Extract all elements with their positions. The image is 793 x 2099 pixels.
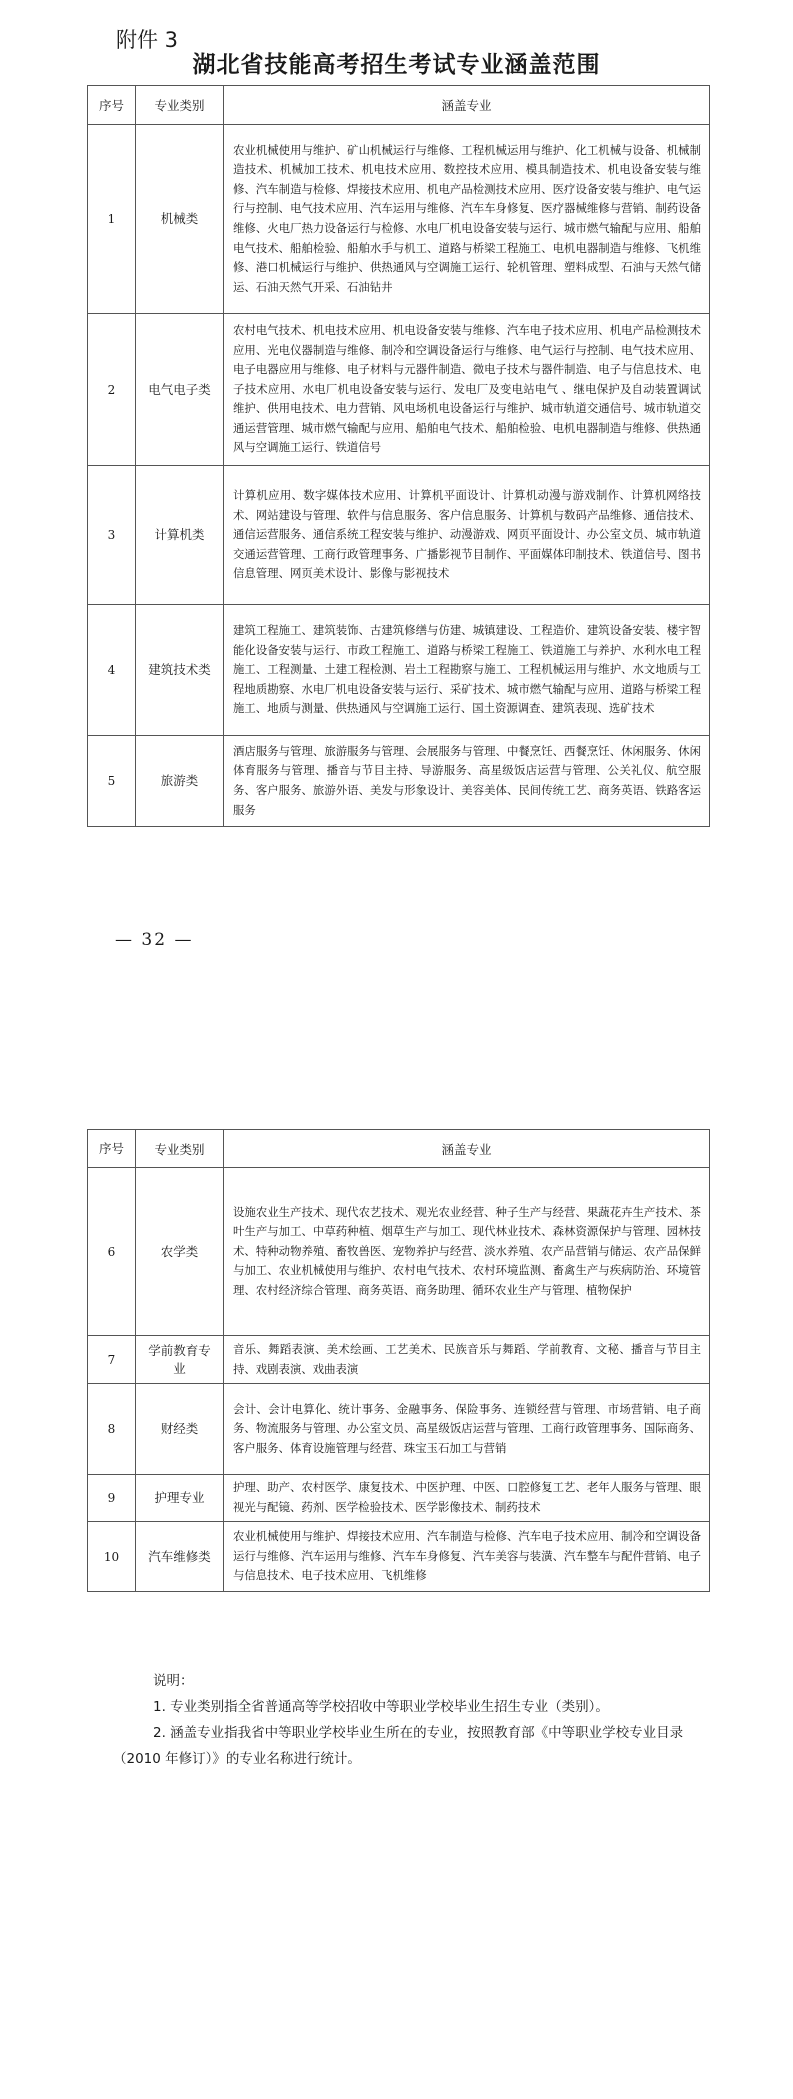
row-category: 机械类 — [136, 125, 224, 314]
row-majors: 音乐、舞蹈表演、美术绘画、工艺美术、民族音乐与舞蹈、学前教育、文秘、播音与节目主持、戏剧表演、戏曲表演 — [224, 1336, 710, 1384]
row-seq: 10 — [88, 1522, 136, 1592]
row-category: 计算机类 — [136, 466, 224, 605]
header-seq: 序号 — [88, 86, 136, 125]
row-majors: 农业机械使用与维护、焊接技术应用、汽车制造与检修、汽车电子技术应用、制冷和空调设备运行与维修、汽车运用与维修、汽车车身修复、汽车美容与装潢、汽车整车与配件营销、电子与信息技术、电子技术应用、飞机维修 — [224, 1522, 710, 1592]
header-category: 专业类别 — [136, 1130, 224, 1168]
row-category: 汽车维修类 — [136, 1522, 224, 1592]
row-category: 电气电子类 — [136, 314, 224, 466]
row-majors: 护理、助产、农村医学、康复技术、中医护理、中医、口腔修复工艺、老年人服务与管理、眼视光与配镜、药剂、医学检验技术、医学影像技术、制药技术 — [224, 1475, 710, 1522]
notes-section — [113, 1668, 713, 1772]
table-row — [88, 1475, 710, 1522]
table-row — [88, 1336, 710, 1384]
header-category: 专业类别 — [136, 86, 224, 125]
row-seq: 7 — [88, 1336, 136, 1384]
row-majors: 计算机应用、数字媒体技术应用、计算机平面设计、计算机动漫与游戏制作、计算机网络技术、网站建设与管理、软件与信息服务、客户信息服务、计算机与数码产品维修、通信技术、通信运营服务、通信系统工程安装与维护、动漫游戏、网页平面设计、办公室文员、城市轨道交通运营管理、工商行政管理事务、广播影视节目制作、平面媒体印制技术、铁道信号、图书信息管理、网页美术设计、影像与影视技术 — [224, 466, 710, 605]
row-majors: 酒店服务与管理、旅游服务与管理、会展服务与管理、中餐烹饪、西餐烹饪、休闲服务、休闲体育服务与管理、播音与节目主持、导游服务、高星级饭店运营与管理、公关礼仪、航空服务、客户服务、旅游外语、美发与形象设计、美容美体、民间传统工艺、商务英语、铁路客运服务 — [224, 736, 710, 827]
header-majors: 涵盖专业 — [224, 1130, 710, 1168]
table-row — [88, 314, 710, 466]
row-category: 护理专业 — [136, 1475, 224, 1522]
table-row — [88, 125, 710, 314]
row-seq: 1 — [88, 125, 136, 314]
page-number: — 32 — — [115, 930, 194, 950]
row-majors: 建筑工程施工、建筑装饰、古建筑修缮与仿建、城镇建设、工程造价、建筑设备安装、楼宇智能化设备安装与运行、市政工程施工、道路与桥梁工程施工、铁道施工与养护、水利水电工程施工、工程测量、土建工程检测、岩土工程勘察与施工、工程机械运用与维护、水文地质与工程地质勘察、水电厂机电设备安装与运行、采矿技术、城市燃气输配与应用、道路与桥梁工程施工、地质与测量、供热通风与空调施工运行、国土资源调查、建筑表现、选矿技术 — [224, 605, 710, 736]
row-majors: 设施农业生产技术、现代农艺技术、观光农业经营、种子生产与经营、果蔬花卉生产技术、茶叶生产与加工、中草药种植、烟草生产与加工、现代林业技术、森林资源保护与管理、园林技术、特种动物养殖、畜牧兽医、宠物养护与经营、淡水养殖、农产品营销与储运、农产品保鲜与加工、农业机械使用与维护、农村电气技术、农村环境监测、畜禽生产与疾病防治、环境管理、农村经济综合管理、商务英语、商务助理、循环农业生产与管理、植物保护 — [224, 1168, 710, 1336]
row-category: 建筑技术类 — [136, 605, 224, 736]
row-seq: 9 — [88, 1475, 136, 1522]
attachment-label: 附件 3 — [116, 28, 179, 52]
note-item-2: 2. 涵盖专业指我省中等职业学校毕业生所在的专业，按照教育部《中等职业学校专业目录（2010 年修订）》的专业名称进行统计。 — [113, 1725, 684, 1767]
row-category: 财经类 — [136, 1384, 224, 1475]
table-row — [88, 1522, 710, 1592]
majors-table-page-2 — [87, 1129, 710, 1592]
row-majors: 会计、会计电算化、统计事务、金融事务、保险事务、连锁经营与管理、市场营销、电子商务、物流服务与管理、办公室文员、高星级饭店运营与管理、工商行政管理事务、国际商务、客户服务、体育设施管理与经营、珠宝玉石加工与营销 — [224, 1384, 710, 1475]
notes-heading: 说明： — [153, 1673, 194, 1689]
row-category: 农学类 — [136, 1168, 224, 1336]
row-majors: 农业机械使用与维护、矿山机械运行与维修、工程机械运用与维护、化工机械与设备、机械制造技术、机械加工技术、机电技术应用、数控技术应用、模具制造技术、机电设备安装与维修、汽车制造与检修、焊接技术应用、机电产品检测技术应用、医疗设备安装与维护、电气运行与控制、电气技术应用、汽车运用与维修、汽车车身修复、医疗器械维修与营销、制药设备维修、火电厂热力设备运行与检修、水电厂机电设备安装与运行、城市燃气输配与应用、船舶电气技术、船舶检验、船舶水手与机工、道路与桥梁工程施工、电机电器制造与维修、飞机维修、港口机械运行与维护、供热通风与空调施工运行、轮机管理、塑料成型、石油与天然气储运、石油天然气开采、石油钻井 — [224, 125, 710, 314]
row-seq: 8 — [88, 1384, 136, 1475]
document-title: 湖北省技能高考招生考试专业涵盖范围 — [192, 52, 601, 78]
table-row — [88, 736, 710, 827]
table-row — [88, 1384, 710, 1475]
table-row — [88, 466, 710, 605]
table-row — [88, 1168, 710, 1336]
header-seq: 序号 — [88, 1130, 136, 1168]
row-majors: 农村电气技术、机电技术应用、机电设备安装与维修、汽车电子技术应用、机电产品检测技术应用、光电仪器制造与维修、制冷和空调设备运行与维修、电气运行与控制、电气技术应用、电子电器应用与维修、电子材料与元器件制造、微电子技术与器件制造、电子与信息技术、电子技术应用、水电厂机电设备安装与运行、发电厂及变电站电气 、继电保护及自动装置调试维护、供用电技术、电力营销、风电场机电设备运行与维护、城市轨道交通信号、城市轨道交通运营管理、城市燃气输配与应用、船舶电气技术、船舶检验、电机电器制造与维修、供热通风与空调施工运行、铁道信号 — [224, 314, 710, 466]
note-item-1: 1. 专业类别指全省普通高等学校招收中等职业学校毕业生招生专业（类别）。 — [153, 1699, 609, 1715]
row-seq: 6 — [88, 1168, 136, 1336]
row-category: 旅游类 — [136, 736, 224, 827]
table-row — [88, 605, 710, 736]
row-seq: 2 — [88, 314, 136, 466]
table-header-row — [88, 1130, 710, 1168]
table-header-row — [88, 86, 710, 125]
row-seq: 5 — [88, 736, 136, 827]
row-category: 学前教育专业 — [136, 1336, 224, 1384]
row-seq: 3 — [88, 466, 136, 605]
header-majors: 涵盖专业 — [224, 86, 710, 125]
majors-table-page-1 — [87, 85, 710, 827]
row-seq: 4 — [88, 605, 136, 736]
